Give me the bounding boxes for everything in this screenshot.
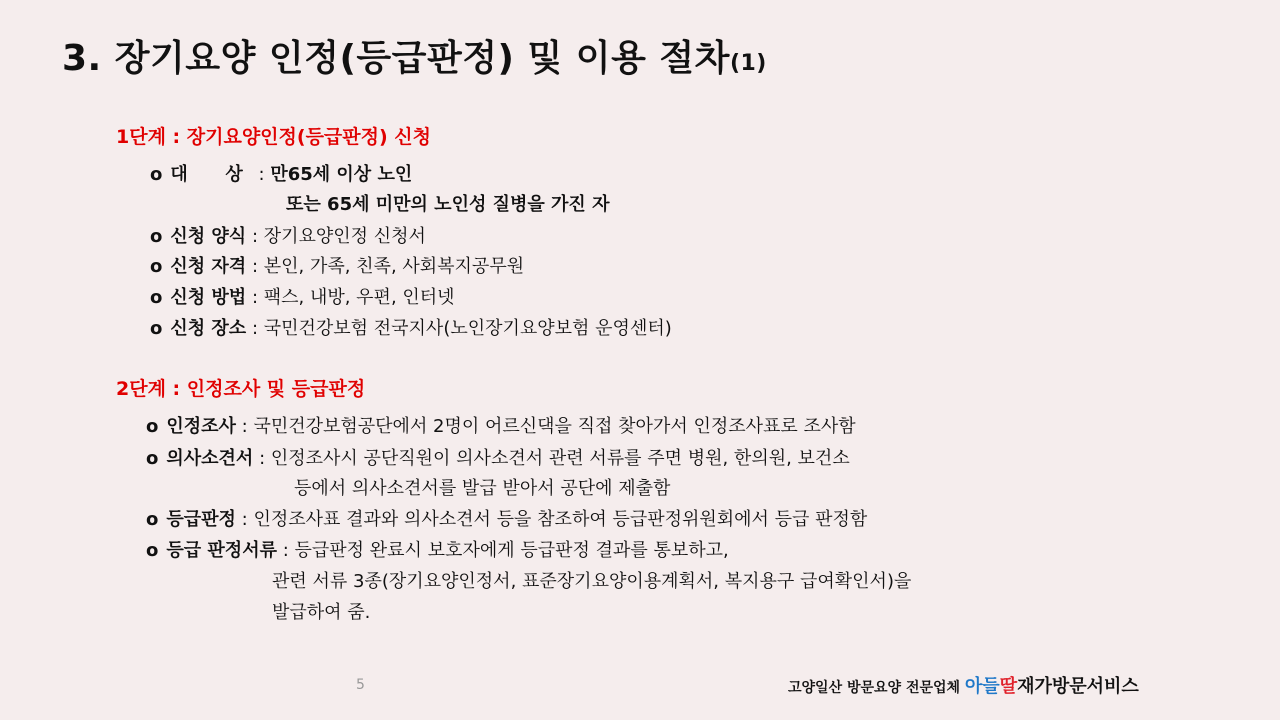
docs-value-3: 발급하여 줌. [272, 602, 371, 623]
place-value: : 국민건강보험 전국지사(노인장기요양보험 운영센터) [251, 318, 672, 339]
page-title-main: 3. 장기요양 인정(등급판정) 및 이용 절차 [62, 38, 730, 79]
step2-survey-row [146, 412, 856, 438]
brand-part2: 딸 [999, 676, 1018, 697]
form-value: : 장기요양인정 신청서 [251, 226, 426, 247]
step1-qual-row [150, 252, 524, 278]
docs-label: 등급 판정서류 [166, 540, 277, 561]
bullet-icon: o [150, 164, 163, 185]
target-label: 대 상 [170, 164, 243, 185]
brand-part1: 아들 [964, 676, 1000, 697]
docs-value: : 등급판정 완료시 보호자에게 등급판정 결과를 통보하고, [282, 540, 729, 561]
bullet-icon: o [146, 416, 159, 437]
brand-part3: 재가방문서비스 [1017, 676, 1139, 697]
page-title [62, 30, 767, 81]
page-title-suffix: (1) [729, 51, 767, 76]
survey-label: 인정조사 [166, 416, 236, 437]
target-value: 만65세 이상 노인 [270, 164, 413, 185]
step1-method-row [150, 283, 455, 309]
place-label: 신청 장소 [170, 318, 247, 339]
bullet-icon: o [150, 256, 163, 277]
footer-company [788, 672, 1139, 698]
target-value-2: 또는 65세 미만의 노인성 질병을 가진 자 [286, 194, 610, 215]
doctor-label: 의사소견서 [166, 448, 254, 469]
page-number: 5 [356, 677, 365, 693]
bullet-icon: o [146, 448, 159, 469]
step1-target-row [150, 160, 412, 186]
step1-heading: 1단계 : 장기요양인정(등급판정) 신청 [116, 126, 431, 148]
method-value: : 팩스, 내방, 우편, 인터넷 [251, 287, 455, 308]
step2-heading: 2단계 : 인정조사 및 등급판정 [116, 378, 366, 400]
form-label: 신청 양식 [170, 226, 247, 247]
bullet-icon: o [146, 509, 159, 530]
qual-label: 신청 자격 [170, 256, 247, 277]
bullet-icon: o [150, 318, 163, 339]
docs-value-2: 관련 서류 3종(장기요양인정서, 표준장기요양이용계획서, 복지용구 급여확인서)을 [272, 571, 912, 592]
bullet-icon: o [150, 226, 163, 247]
grade-value: : 인정조사표 결과와 의사소견서 등을 참조하여 등급판정위원회에서 등급 판정함 [241, 509, 868, 530]
qual-value: : 본인, 가족, 친족, 사회복지공무원 [251, 256, 525, 277]
survey-value: : 국민건강보험공단에서 2명이 어르신댁을 직접 찾아가서 인정조사표로 조사함 [241, 416, 856, 437]
doctor-value-2: 등에서 의사소견서를 발급 받아서 공단에 제출함 [294, 478, 671, 499]
step1-form-row [150, 222, 426, 248]
bullet-icon: o [150, 287, 163, 308]
method-label: 신청 방법 [170, 287, 247, 308]
target-sep: : [258, 164, 265, 185]
step2-grade-row [146, 505, 867, 531]
company-prefix: 고양일산 방문요양 전문업체 [788, 680, 961, 696]
step1-place-row [150, 314, 672, 340]
grade-label: 등급판정 [166, 509, 236, 530]
doctor-value: : 인정조사시 공단직원이 의사소견서 관련 서류를 주면 병원, 한의원, 보건소 [259, 448, 850, 469]
bullet-icon: o [146, 540, 159, 561]
step2-doctor-row [146, 444, 850, 470]
step2-docs-row [146, 536, 729, 562]
